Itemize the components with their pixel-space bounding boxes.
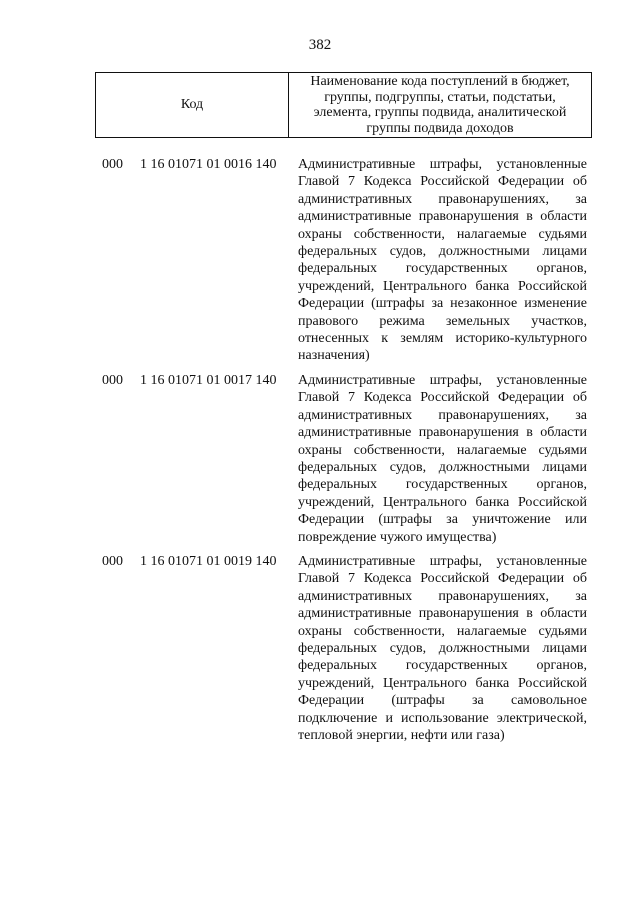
header-name-label: Наименование кода поступлений в бюджет, группы, подгруппы, статьи, подстатьи, элемента, группы подвида, аналитической группы подвида доходов (310, 74, 570, 136)
table-header (95, 72, 592, 138)
income-name: Административные штрафы, установленные Главой 7 Кодекса Российской Федерации об административных правонарушениях, за административные правонарушения в области охраны собственности, налагаемые судьями федеральных судов, должностными лицами федеральных государственных органов, учреждений, Центрального банка Российской Федерации (штрафы за самовольное подключение и использование электрической, тепловой энергии, нефти или газа) (298, 554, 587, 744)
income-name: Административные штрафы, установленные Главой 7 Кодекса Российской Федерации об административных правонарушениях, за административные правонарушения в области охраны собственности, налагаемые судьями федеральных судов, должностными лицами федеральных государственных органов, учреждений, Центрального банка Российской Федерации (штрафы за незаконное изменение правового режима земельных участков, отнесенных к землям историко-культурного назначения) (298, 157, 587, 364)
page-number: 382 (308, 37, 332, 53)
income-code: 1 16 01071 01 0016 140 (140, 157, 277, 172)
admin-code: 000 (102, 373, 123, 388)
admin-code: 000 (102, 157, 123, 172)
income-name: Административные штрафы, установленные Главой 7 Кодекса Российской Федерации об административных правонарушениях, за административные правонарушения в области охраны собственности, налагаемые судьями федеральных судов, должностными лицами федеральных государственных органов, учреждений, Центрального банка Российской Федерации (штрафы за уничтожение или повреждение чужого имущества) (298, 373, 587, 545)
income-code: 1 16 01071 01 0017 140 (140, 373, 277, 388)
header-name-cell (289, 73, 591, 137)
income-code: 1 16 01071 01 0019 140 (140, 554, 277, 569)
header-code-label: Код (180, 97, 204, 112)
admin-code: 000 (102, 554, 123, 569)
header-code-cell (96, 73, 289, 137)
